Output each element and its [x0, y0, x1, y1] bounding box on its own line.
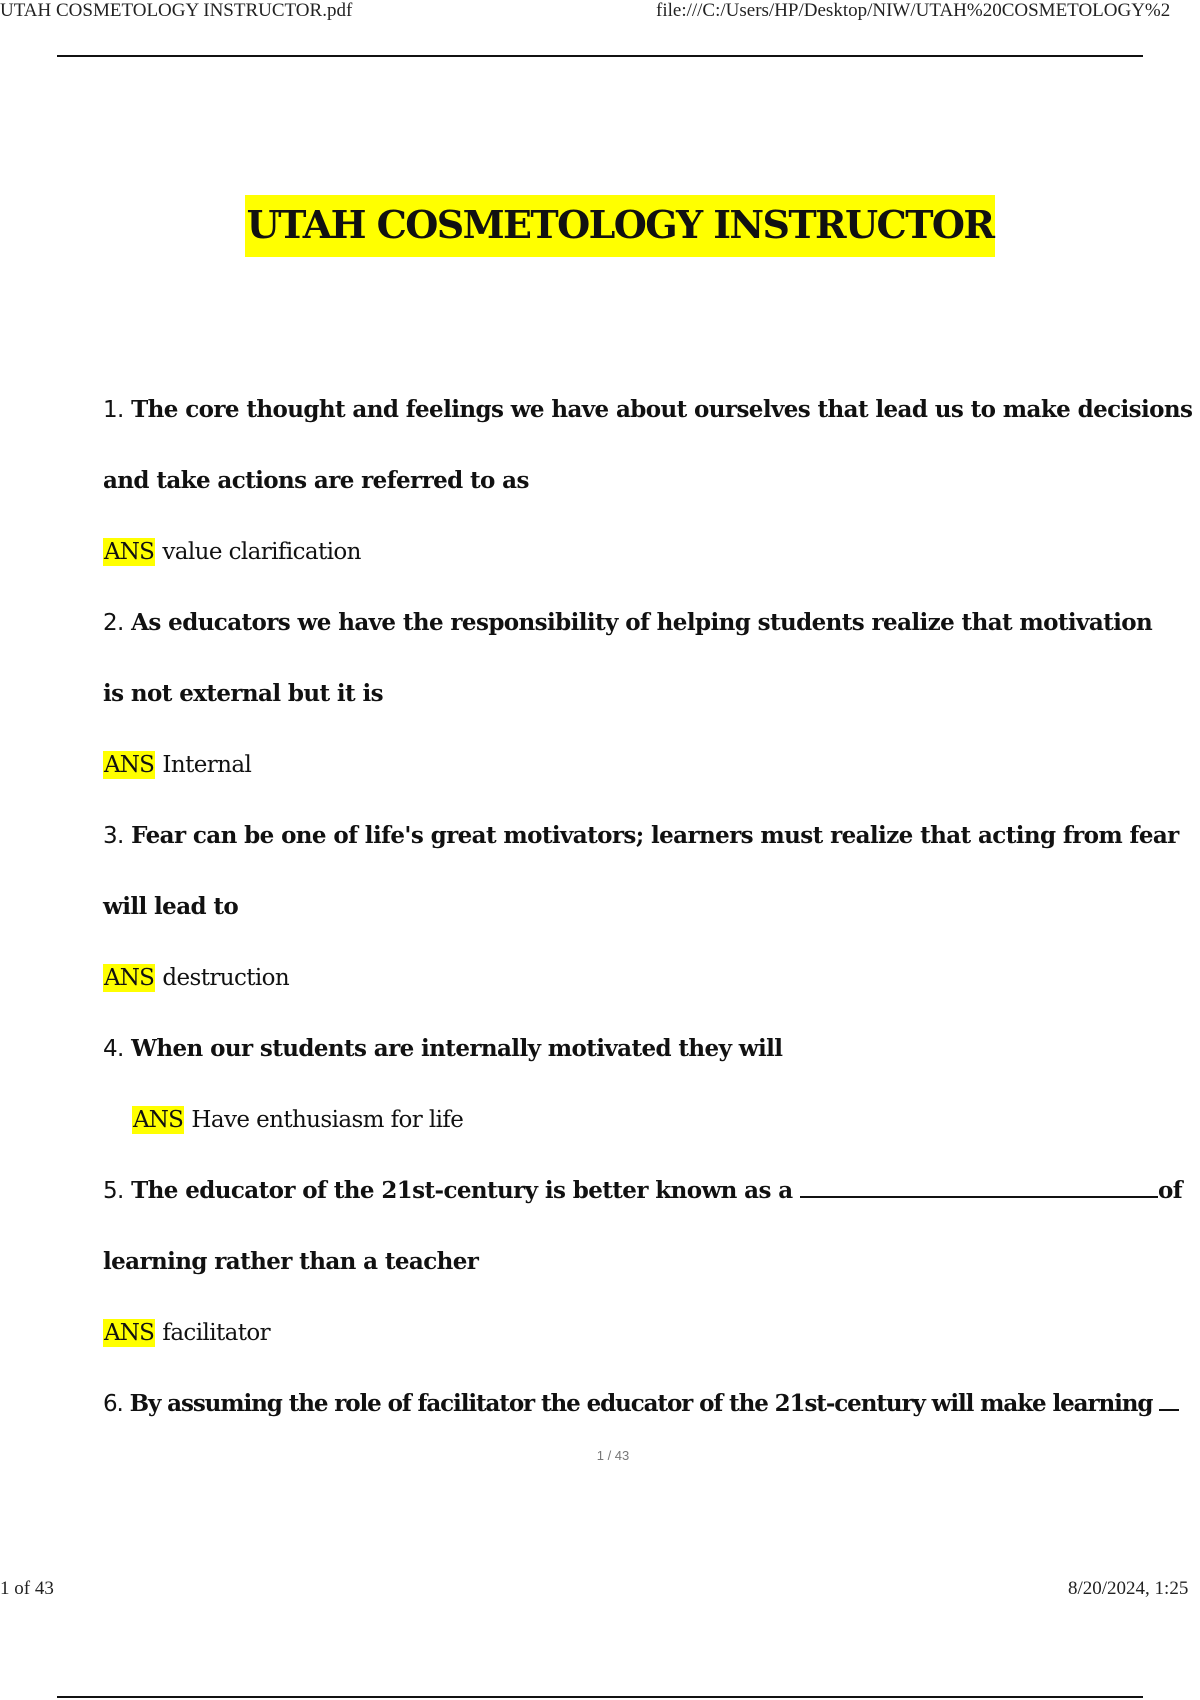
question-4-line-1 [103, 1029, 782, 1069]
question-text: Fear can be one of life's great motivators; learners must realize that acting from fear [131, 822, 1179, 849]
answer-text: Have enthusiasm for life [191, 1107, 464, 1133]
title-container [0, 195, 1200, 257]
question-number: 4. [103, 1036, 124, 1062]
question-number: 2. [103, 610, 124, 636]
print-header-url: file:///C:/Users/HP/Desktop/NIW/UTAH%20COSMETOLOGY%2 [656, 0, 1171, 21]
answer-2 [103, 745, 251, 785]
answer-4 [132, 1100, 463, 1140]
print-footer-datetime: 8/20/2024, 1:25 [1068, 1578, 1189, 1599]
answer-tag: ANS [104, 539, 155, 565]
answer-5 [103, 1313, 270, 1353]
print-header-filename: UTAH COSMETOLOGY INSTRUCTOR.pdf [0, 0, 353, 21]
question-text: As educators we have the responsibility of helping students realize that motivation [131, 609, 1153, 636]
fill-in-blank [800, 1196, 1158, 1198]
question-text: By assuming the role of facilitator the educator of the 21st-century will make learning [129, 1390, 1153, 1417]
question-number: 1. [103, 397, 124, 423]
question-2-line-1 [103, 603, 1152, 643]
question-1-line-1 [103, 390, 1192, 430]
question-text: The educator of the 21st-century is better known as a [131, 1177, 793, 1204]
question-2-line-2: is not external but it is [103, 680, 383, 707]
question-5-line-1 [103, 1171, 1182, 1211]
document-title: UTAH COSMETOLOGY INSTRUCTOR [245, 195, 996, 257]
fill-in-blank [1159, 1409, 1179, 1411]
question-5-line-2: learning rather than a teacher [103, 1248, 479, 1275]
header-divider [57, 55, 1143, 57]
answer-text: facilitator [162, 1320, 271, 1346]
answer-tag: ANS [133, 1107, 184, 1133]
question-3-line-1 [103, 816, 1179, 856]
answer-text: Internal [162, 752, 252, 778]
question-number: 3. [103, 823, 124, 849]
question-number: 5. [103, 1178, 124, 1204]
answer-text: value clarification [162, 539, 361, 565]
question-text: The core thought and feelings we have about ourselves that lead us to make decisions [131, 396, 1193, 423]
footer-divider [57, 1696, 1143, 1698]
answer-tag: ANS [104, 965, 155, 991]
answer-3 [103, 958, 289, 998]
question-1-line-2: and take actions are referred to as [103, 467, 529, 494]
question-6-line-1 [103, 1384, 1179, 1424]
question-text: When our students are internally motivated they will [131, 1035, 783, 1062]
answer-1 [103, 532, 361, 572]
question-3-line-2: will lead to [103, 893, 239, 920]
question-text-suffix: of [1157, 1177, 1183, 1204]
answer-tag: ANS [104, 1320, 155, 1346]
answer-text: destruction [162, 965, 290, 991]
pdf-page-indicator: 1 / 43 [596, 1448, 630, 1463]
print-footer-page: 1 of 43 [0, 1578, 54, 1599]
question-number: 6. [103, 1391, 123, 1417]
answer-tag: ANS [104, 752, 155, 778]
